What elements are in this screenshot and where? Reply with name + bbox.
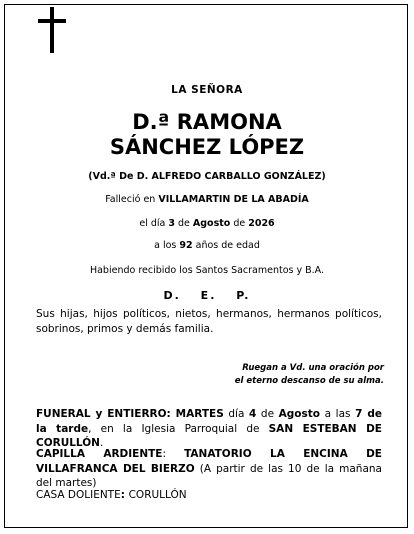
deceased-name-line1: D.ª RAMONA xyxy=(132,110,282,134)
prayer-line2: el eterno descanso de su alma. xyxy=(234,375,384,386)
sacraments-line: Habiendo recibido los Santos Sacramentos y B.A. xyxy=(89,265,325,276)
family-paragraph: Sus hijas, hijos políticos, nietos, hermanos, hermanos políticos, sobrinos, primos y demás familia. xyxy=(36,308,382,335)
death-place: Falleció en VILLAMARTIN DE LA ABADÍA xyxy=(105,194,309,205)
house-paragraph: CASA DOLIENTE: CORULLÓN xyxy=(36,489,187,501)
title-label: LA SEÑORA xyxy=(171,84,243,96)
prayer-line1: Ruegan a Vd. una oración por xyxy=(242,363,384,373)
chapel-paragraph: CAPILLA ARDIENTE: TANATORIO LA ENCINA DE VILLAFRANCA DEL BIERZO (A partir de las 10 de la mañana del martes) xyxy=(36,448,382,489)
widow-note: (Vd.ª De D. ALFREDO CARBALLO GONZÁLEZ) xyxy=(88,171,326,182)
age-line: a los 92 años de edad xyxy=(154,240,260,251)
prayer-request xyxy=(235,362,384,387)
funeral-paragraph: FUNERAL y ENTIERRO: MARTES día 4 de Agosto a las 7 de la tarde, en la Iglesia Parroquial de SAN ESTEBAN DE CORULLÓN. xyxy=(36,408,382,449)
deceased-name-line2: SÁNCHEZ LÓPEZ xyxy=(109,135,305,159)
death-date: el día 3 de Agosto de 2026 xyxy=(139,218,275,229)
dep-line: D. E. P. xyxy=(163,289,251,302)
cross-icon xyxy=(37,7,67,53)
